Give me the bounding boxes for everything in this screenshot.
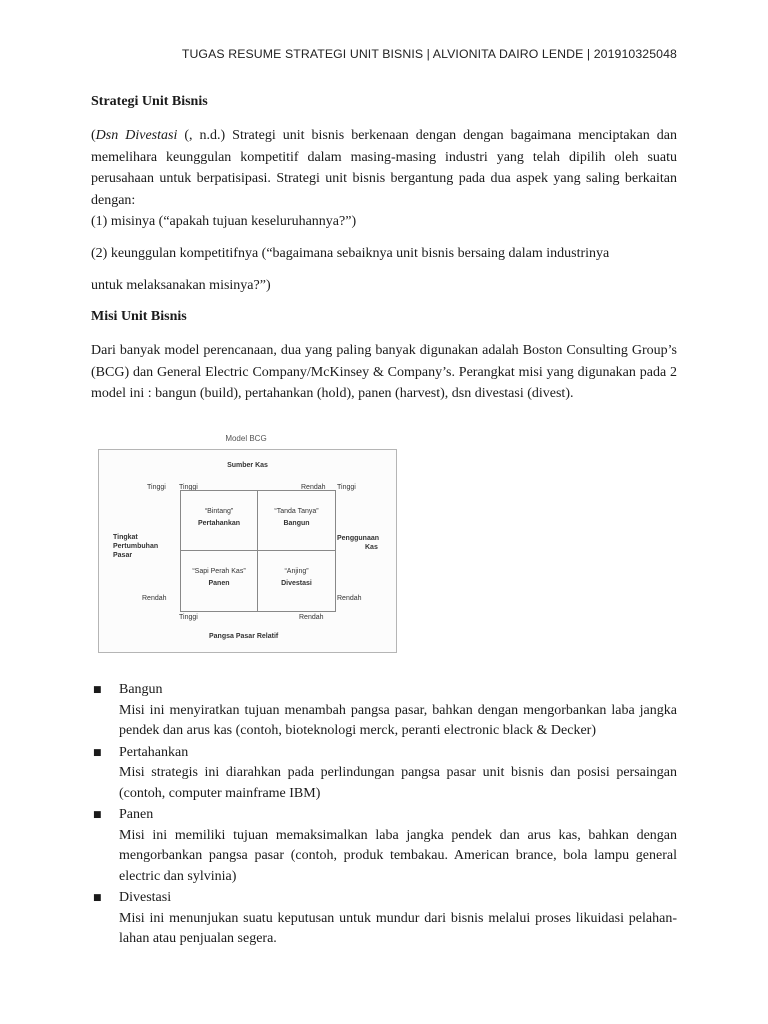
label-top-right-inner: Rendah (301, 484, 326, 491)
list-item-panen (91, 805, 677, 887)
page-header: TUGAS RESUME STRATEGI UNIT BISNIS | ALVIONITA DAIRO LENDE | 201910325048 (181, 47, 677, 61)
axis-label-pasar: Pasar (113, 552, 133, 559)
quadrant-dog-name: “Anjing” (284, 568, 309, 575)
label-top-left-inner: Tinggi (179, 484, 198, 491)
bullet-square-icon: ■ (93, 747, 102, 758)
bullet-square-icon: ■ (93, 893, 102, 903)
intro-text: (, n.d.) Strategi unit bisnis berkenaan dengan dengan bagaimana menciptakan dan memelihara keunggulan kompetitif dalam masing-masing industri yang telah dipilih oleh suatu perusahaan untuk berpatisipasi. Strategi unit bisnis bergantung pada dua aspek yang saling berkaitan dengan: (91, 128, 677, 208)
bullet-description: Misi ini menunjukan suatu keputusan untuk mundur dari bisnis melalui proses likuidasi pelahan-lahan atau penjualan segera. (119, 910, 677, 946)
bullet-title: Pertahankan (119, 744, 189, 760)
list-item-bangun (91, 680, 677, 742)
section-title-misi: Misi Unit Bisnis (91, 309, 187, 324)
axis-label-pertumbuhan: Pertumbuhan (113, 543, 159, 550)
label-bottom-left-inner: Tinggi (179, 614, 198, 621)
mission-bullet-list (91, 680, 677, 951)
quadrant-star-name: “Bintang” (204, 508, 234, 515)
label-top-right-outer: Tinggi (337, 484, 356, 491)
bcg-matrix (180, 490, 336, 612)
axis-title-pangsa-pasar: Pangsa Pasar Relatif (209, 633, 279, 640)
label-bottom-right-inner: Rendah (299, 614, 324, 621)
label-bottom-left-outer: Rendah (142, 595, 167, 602)
quadrant-cashcow-action: Panen (208, 580, 230, 587)
figure-caption: Model BCG (225, 434, 267, 443)
section-title-strategi: Strategi Unit Bisnis (91, 94, 208, 109)
figure-frame (98, 449, 397, 653)
list-item-pertahankan (91, 743, 677, 805)
citation-source: Dsn Divestasi (95, 128, 178, 143)
bullet-title: Panen (119, 807, 154, 822)
bullet-description: Misi strategis ini diarahkan pada perlindungan pangsa pasar unit bisnis dan posisi persaingan (contoh, computer mainframe IBM) (119, 765, 677, 801)
quadrant-question-action: Bangun (283, 520, 310, 527)
aspect-point-2-line-2: untuk melaksanakan misinya?”) (91, 278, 271, 293)
axis-label-penggunaan: Penggunaan (337, 535, 380, 542)
intro-paragraph: (Dsn Divestasi (, n.d.) Strategi unit bisnis berkenaan dengan dengan bagaimana menciptakan dan memelihara keunggulan kompetitif dalam masing-masing industri yang telah dipilih oleh suatu perusahaan untuk berpatisipasi. Strategi unit bisnis bergantung pada dua aspek yang saling berkaitan dengan: (91, 128, 677, 208)
aspect-point-1: (1) misinya (“apakah tujuan keseluruhannya?”) (91, 214, 357, 229)
bullet-square-icon: ■ (93, 810, 102, 820)
matrix-divider-horizontal (181, 550, 335, 551)
quadrant-star-action: Pertahankan (197, 520, 241, 527)
bcg-model-figure (91, 428, 401, 658)
axis-label-kas: Kas (365, 544, 378, 551)
bullet-description: Misi ini menyiratkan tujuan menambah pangsa pasar, bahkan dengan mengorbankan laba jangka pendek dan arus kas (contoh, bioteknologi merck, peranti electronic black & Decker) (119, 702, 677, 738)
quadrant-question-name: “Tanda Tanya” (274, 508, 319, 515)
list-item-divestasi (91, 888, 677, 950)
quadrant-cashcow-name: “Sapi Perah Kas” (192, 568, 246, 575)
axis-title-sumber-kas: Sumber Kas (227, 462, 268, 469)
axis-label-tingkat: Tingkat (113, 534, 138, 541)
bullet-square-icon: ■ (93, 685, 102, 695)
aspect-point-2-line-1: (2) keunggulan kompetitifnya (“bagaimana sebaiknya unit bisnis bersaing dalam industrinya (91, 246, 610, 261)
bullet-description: Misi ini memiliki tujuan memaksimalkan laba jangka pendek dan arus kas, bahkan dengan mengorbankan pangsa pasar (contoh, produk tembakau. American brance, bola lampu general electric dan sylvinia) (119, 827, 677, 884)
bullet-title: Divestasi (119, 890, 172, 905)
bullet-title: Bangun (119, 682, 163, 697)
label-top-left-outer: Tinggi (147, 484, 166, 491)
misi-paragraph: Dari banyak model perencanaan, dua yang paling banyak digunakan adalah Boston Consulting Group’s (BCG) dan General Electric Company/McKinsey & Company’s. Perangkat misi yang digunakan pada 2 model ini : bangun (build), pertahankan (hold), panen (harvest), dsn divestasi (divest). (91, 343, 677, 401)
label-bottom-right-outer: Rendah (337, 595, 362, 602)
quadrant-dog-action: Divestasi (281, 580, 312, 587)
